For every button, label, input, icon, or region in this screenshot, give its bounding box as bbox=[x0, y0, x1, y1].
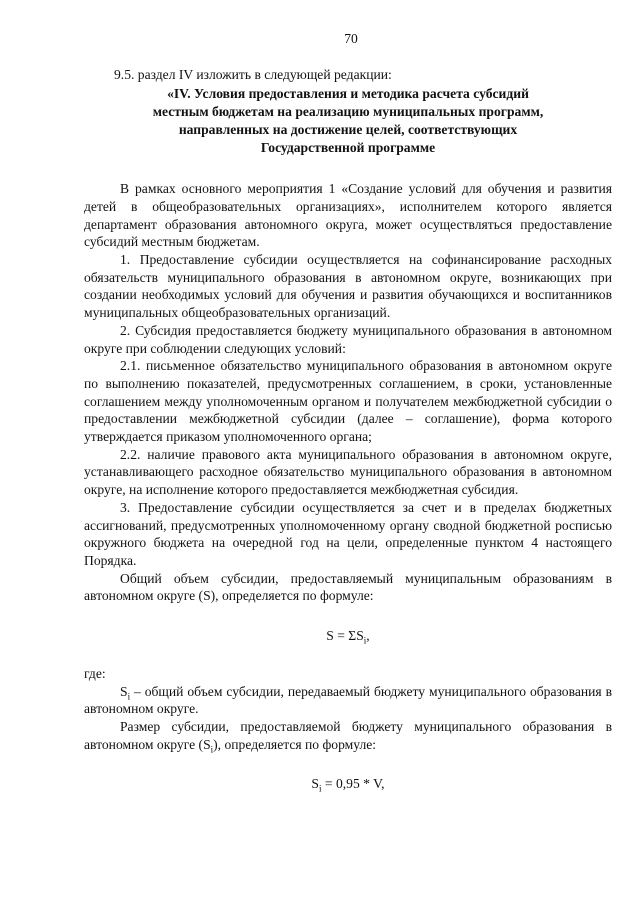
section-title bbox=[84, 85, 612, 156]
paragraph-subsidy-size: Размер субсидии, предоставляемой бюджету муниципального образования в автономном округе $(S_i)$, определяется по формуле: bbox=[84, 718, 612, 755]
section-title-line: Государственной программе bbox=[260, 139, 436, 155]
formula-subsidy-size: $S_i = 0,95 * V$, bbox=[311, 776, 385, 795]
paragraph-item-2: 2. Субсидия предоставляется бюджету муниципального образования в автономном округе при соблюдении следующих условий: bbox=[84, 322, 612, 356]
paragraph-item-2-1: 2.1. письменное обязательство муниципального образования в автономном округе по выполнению показателей, предусмотренных соглашением, в сроки, установленные соглашением между уполномоченным органом и получателем межбюджетной субсидии о предоставлении межбюджетной субсидии (далее – соглашение), форма которого утверждается приказом уполномоченного органа; bbox=[84, 358, 612, 445]
paragraph-total-volume: Общий объем субсидии, предоставляемый муниципальным образованиям в автономном округе (S), определяется по формуле: bbox=[84, 570, 612, 604]
definition-si: $S_i$ – общий объем субсидии, передаваемый бюджету муниципального образования в автономном округе. bbox=[84, 683, 612, 717]
formula-total-subsidy: $S = \Sigma S_i$, bbox=[326, 628, 370, 646]
section-title-line: «IV. Условия предоставления и методика расчета субсидий bbox=[167, 86, 529, 102]
paragraph-item-1: 1. Предоставление субсидии осуществляется на софинансирование расходных обязательств муниципального образования в автономном округе, возникающих при создании необходимых условий для обучения и развития обучающихся и воспитанников муниципальных общеобразовательных организаций. bbox=[84, 252, 612, 321]
section-title-line: местным бюджетам на реализацию муниципальных программ, bbox=[152, 104, 544, 120]
paragraph-main-activity: В рамках основного мероприятия 1 «Создание условий для обучения и развития детей в общеобразовательных организациях», исполнителем которого является департамент образования автономного округа, может осуществляться предоставление субсидий местным бюджетам. bbox=[84, 181, 612, 250]
paragraph-item-2-2: 2.2. наличие правового акта муниципального образования в автономном округе, устанавливающего расходное обязательство муниципального образования в автономном округе, на исполнение которого предоставляется межбюджетная субсидия. bbox=[84, 446, 612, 498]
section-title-line: направленных на достижение целей, соответствующих bbox=[178, 121, 518, 137]
amendment-intro: 9.5. раздел IV изложить в следующей редакции: bbox=[114, 66, 392, 82]
paragraph-item-3: 3. Предоставление субсидии осуществляется за счет и в пределах бюджетных ассигнований, предусмотренных уполномоченному органу сводной бюджетной росписью окружного бюджета на очередной год на цели, определенные пунктом 4 настоящего Порядка. bbox=[84, 499, 612, 568]
document-page bbox=[84, 30, 612, 793]
page-number: 70 bbox=[344, 31, 358, 46]
where-label: где: bbox=[84, 665, 106, 681]
